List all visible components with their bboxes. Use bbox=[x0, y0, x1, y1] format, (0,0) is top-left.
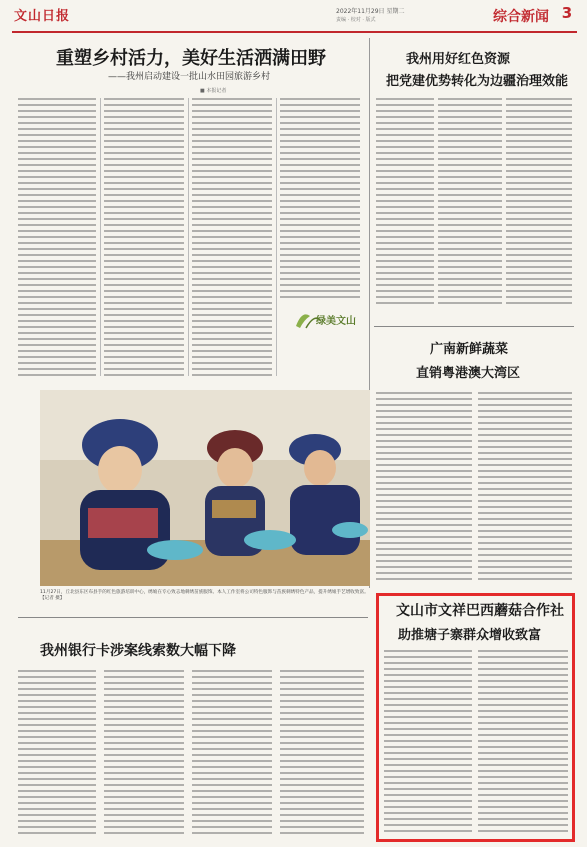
main-byline: ■ 本报记者 bbox=[200, 88, 227, 94]
column-divider bbox=[276, 98, 277, 376]
masthead-rule bbox=[12, 31, 577, 33]
emblem-text: 绿美文山 bbox=[316, 316, 356, 327]
divider bbox=[18, 617, 368, 618]
red-resources-body-2 bbox=[438, 98, 502, 308]
vegetables-body-2 bbox=[478, 392, 572, 584]
main-headline: 重塑乡村活力，美好生活洒满田野 bbox=[56, 48, 326, 69]
section-title: 综合新闻 bbox=[493, 9, 549, 25]
page-number: 3 bbox=[561, 4, 573, 22]
photo-caption: 11月27日，丘北县东区布县手的红色旅游培训中心，绣娘在专心致志地刺绣苗族服饰。本人工作室将公司特色服饰与苗族刺绣特色产品，提升绣娘手艺增收致富。【记者 摄】 bbox=[40, 590, 369, 601]
column-divider bbox=[188, 98, 189, 376]
highlight-body-2 bbox=[478, 650, 568, 836]
bank-card-body-1 bbox=[18, 670, 96, 838]
highlight-headline-1: 文山市文祥巴西蘑菇合作社 bbox=[396, 603, 564, 619]
vegetables-headline-1: 广南新鲜蔬菜 bbox=[430, 342, 509, 357]
bank-card-headline: 我州银行卡涉案线索数大幅下降 bbox=[40, 643, 236, 659]
vegetables-headline-2: 直销粤港澳大湾区 bbox=[416, 366, 521, 381]
divider bbox=[374, 326, 574, 327]
highlight-body-1 bbox=[384, 650, 472, 836]
red-resources-headline-2: 把党建优势转化为边疆治理效能 bbox=[386, 74, 569, 89]
embroidery-photo bbox=[40, 390, 370, 586]
bank-card-body-4 bbox=[280, 670, 364, 838]
bank-card-body-3 bbox=[192, 670, 272, 838]
section-header bbox=[493, 4, 573, 26]
main-body-column-3 bbox=[192, 98, 272, 376]
issue-info: 2022年11月29日 星期二 bbox=[336, 8, 405, 15]
edition-info: 责编 · 校对 · 版式 bbox=[336, 17, 376, 23]
main-body-column-4 bbox=[280, 98, 360, 298]
green-wenshan-emblem bbox=[292, 304, 362, 332]
main-body-column-1 bbox=[18, 98, 96, 376]
masthead bbox=[0, 0, 587, 32]
main-body-column-2 bbox=[104, 98, 184, 376]
red-resources-headline-1: 我州用好红色资源 bbox=[406, 52, 511, 67]
column-divider bbox=[100, 98, 101, 376]
newspaper-logo: 文山日报 bbox=[14, 9, 71, 24]
vegetables-body-1 bbox=[376, 392, 472, 584]
bank-card-body-2 bbox=[104, 670, 184, 838]
red-resources-body-1 bbox=[376, 98, 434, 308]
main-subheadline: ——我州启动建设一批山水田园旅游乡村 bbox=[108, 72, 271, 82]
highlight-headline-2: 助推塘子寨群众增收致富 bbox=[398, 628, 542, 643]
red-resources-body-3 bbox=[506, 98, 572, 308]
